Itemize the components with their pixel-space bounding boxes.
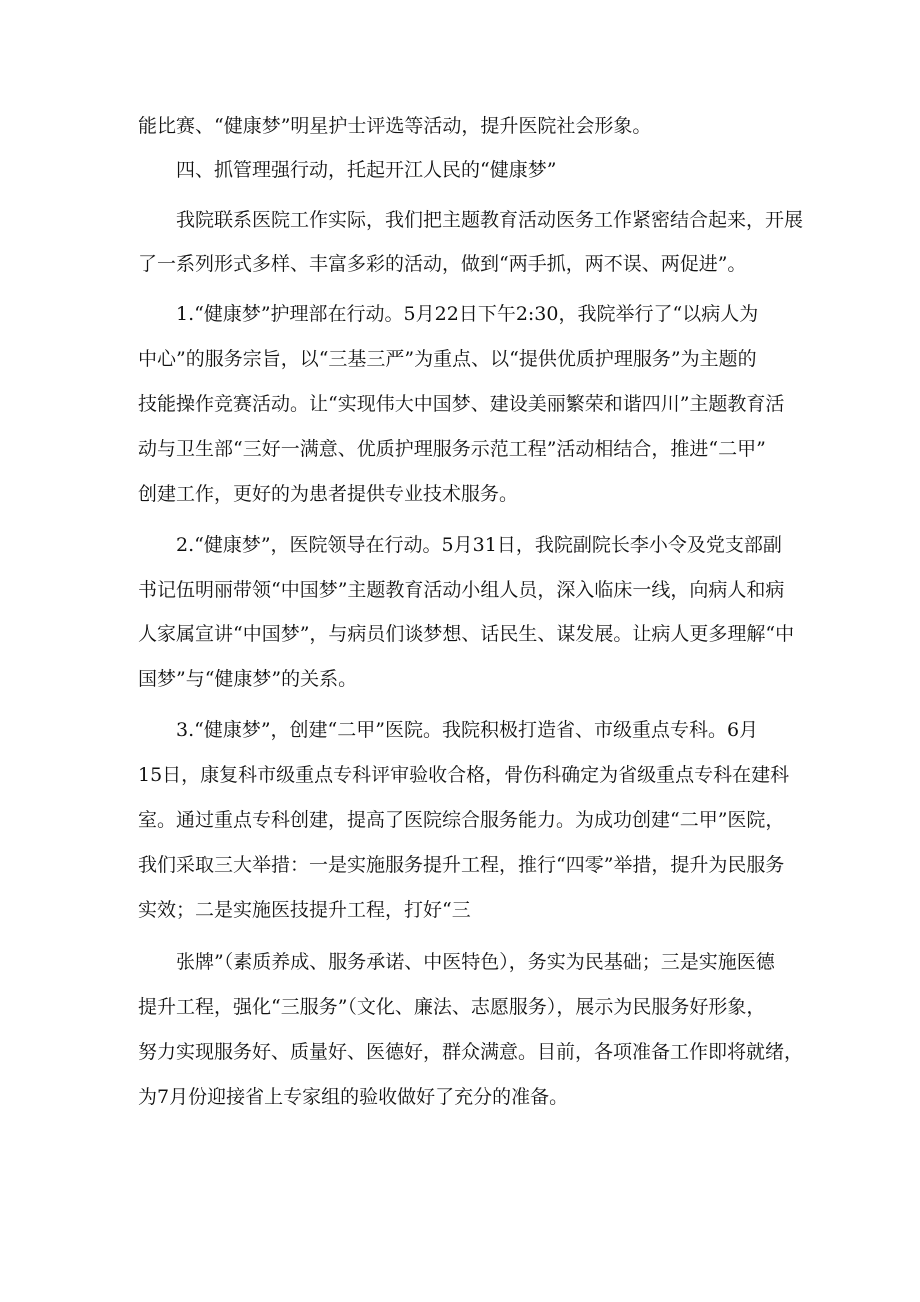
- text-line: 为7月份迎接省上专家组的验收做好了充分的准备。: [138, 1086, 569, 1108]
- text-line: 能比赛、“健康梦”明星护士评选等活动，提升医院社会形象。: [138, 115, 652, 137]
- text-line: 人家属宣讲“中国梦”，与病员们谈梦想、话民生、谋发展。让病人更多理解“中: [138, 623, 795, 645]
- text-line: 提升工程，强化“三服务”（文化、廉法、志愿服务），展示为民服务好形象，: [138, 996, 766, 1018]
- text-line: 2.“健康梦”，医院领导在行动。5月31日，我院副院长李小令及党支部副: [176, 534, 782, 556]
- text-line: 室。通过重点专科创建，提高了医院综合服务能力。为成功创建“二甲”医院，: [138, 809, 785, 831]
- text-line: 中心”的服务宗旨，以“三基三严”为重点、以“提供优质护理服务”为主题的: [138, 348, 757, 370]
- text-line: 技能操作竞赛活动。让“实现伟大中国梦、建设美丽繁荣和谐四川”主题教育活: [138, 393, 785, 415]
- text-line: 1.“健康梦”护理部在行动。5月22日下午2:30，我院举行了“以病人为: [176, 303, 759, 325]
- text-line: 实效；二是实施医技提升工程，打好“三: [138, 899, 471, 921]
- text-line: 张牌”（素质养成、服务承诺、中医特色），务实为民基础；三是实施医德: [176, 951, 775, 973]
- text-line: 动与卫生部“三好一满意、优质护理服务示范工程”活动相结合，推进“二甲”: [138, 438, 766, 460]
- text-line: 我院联系医院工作实际，我们把主题教育活动医务工作紧密结合起来，开展: [176, 209, 804, 231]
- text-line: 努力实现服务好、质量好、医德好，群众满意。目前，各项准备工作即将就绪，: [138, 1041, 804, 1063]
- text-line: 创建工作，更好的为患者提供专业技术服务。: [138, 483, 519, 505]
- text-line: 我们采取三大举措：一是实施服务提升工程，推行“四零”举措，提升为民服务: [138, 854, 785, 876]
- text-line: 15日，康复科市级重点专科评审验收合格，骨伤科确定为省级重点专科在建科: [138, 764, 790, 786]
- text-line: 国梦”与“健康梦”的关系。: [138, 668, 358, 690]
- text-line: 了一系列形式多样、丰富多彩的活动，做到“两手抓，两不误、两促进”。: [138, 253, 747, 275]
- section-heading: 四、抓管理强行动，托起开江人民的“健康梦”: [176, 159, 557, 181]
- text-line: 3.“健康梦”，创建“二甲”医院。我院积极打造省、市级重点专科。6月: [176, 719, 759, 741]
- text-line: 书记伍明丽带领“中国梦”主题教育活动小组人员，深入临床一线，向病人和病: [138, 579, 785, 601]
